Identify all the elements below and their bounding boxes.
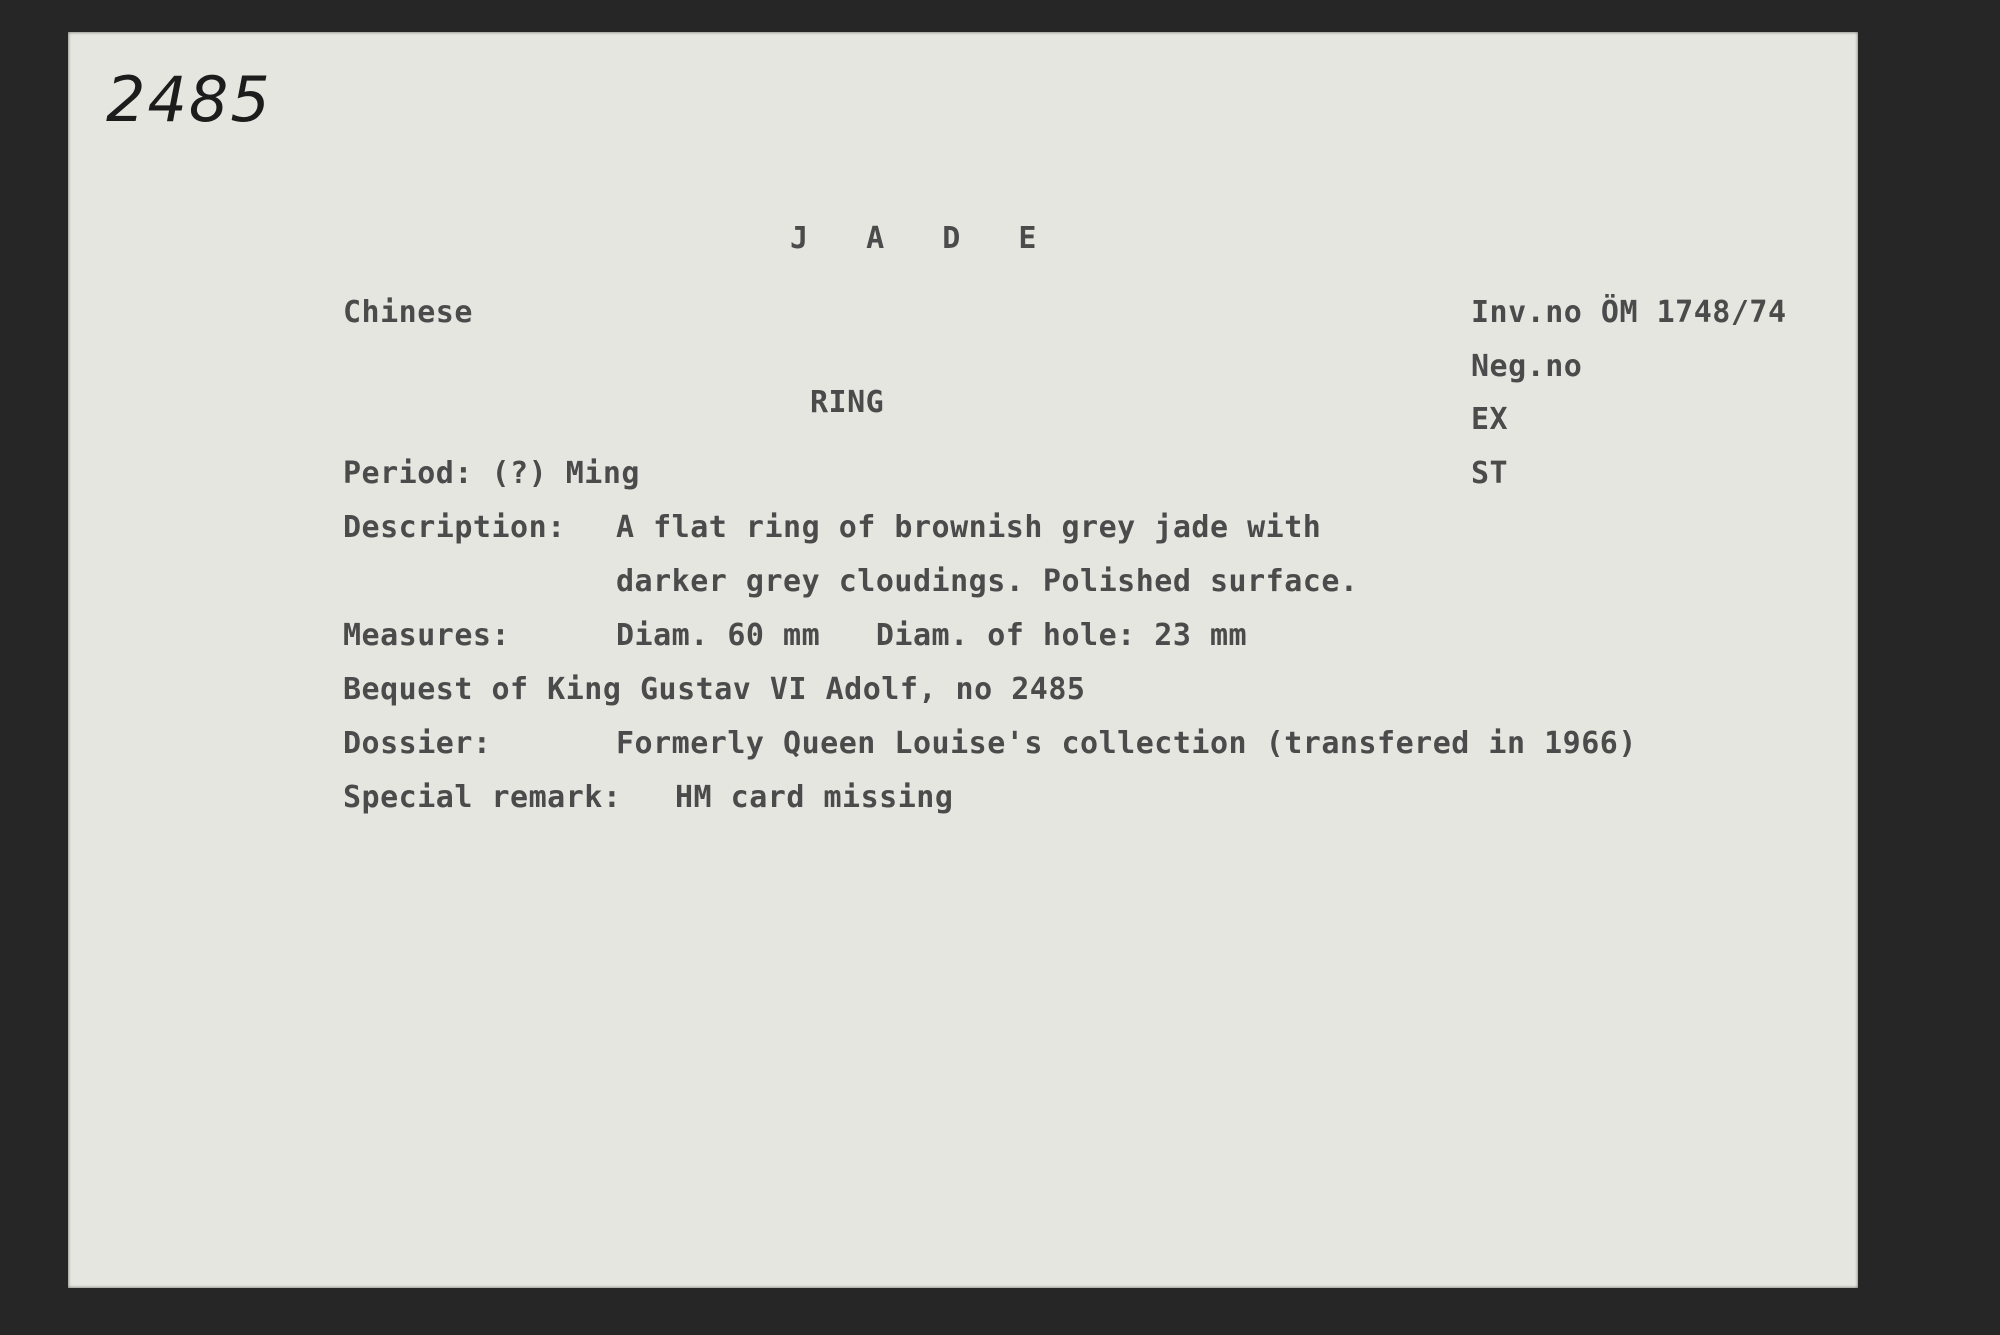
description-label: Description: bbox=[343, 510, 566, 545]
bequest-text: Bequest of King Gustav VI Adolf, no 2485 bbox=[343, 672, 1086, 707]
dossier-label: Dossier: bbox=[343, 726, 492, 761]
inv-no: Inv.no ÖM 1748/74 bbox=[1471, 295, 1787, 330]
measures-value: Diam. 60 mm Diam. of hole: 23 mm bbox=[616, 618, 1248, 653]
description-line-1: A flat ring of brownish grey jade with bbox=[616, 510, 1322, 545]
description-line-2: darker grey cloudings. Polished surface. bbox=[616, 564, 1359, 599]
origin-text: Chinese bbox=[343, 295, 473, 330]
measures-label: Measures: bbox=[343, 618, 511, 653]
handwritten-number: 2485 bbox=[106, 63, 272, 136]
special-remark-value: HM card missing bbox=[675, 780, 954, 815]
catalog-card bbox=[68, 32, 1858, 1288]
dossier-value: Formerly Queen Louise's collection (transfered in 1966) bbox=[616, 726, 1637, 761]
neg-no: Neg.no bbox=[1471, 349, 1583, 384]
ex-field: EX bbox=[1471, 402, 1509, 437]
object-title: RING bbox=[810, 385, 885, 420]
special-remark-label: Special remark: bbox=[343, 780, 622, 815]
material-heading: J A D E bbox=[790, 221, 1057, 256]
period-text: Period: (?) Ming bbox=[343, 456, 640, 491]
st-field: ST bbox=[1471, 456, 1509, 491]
